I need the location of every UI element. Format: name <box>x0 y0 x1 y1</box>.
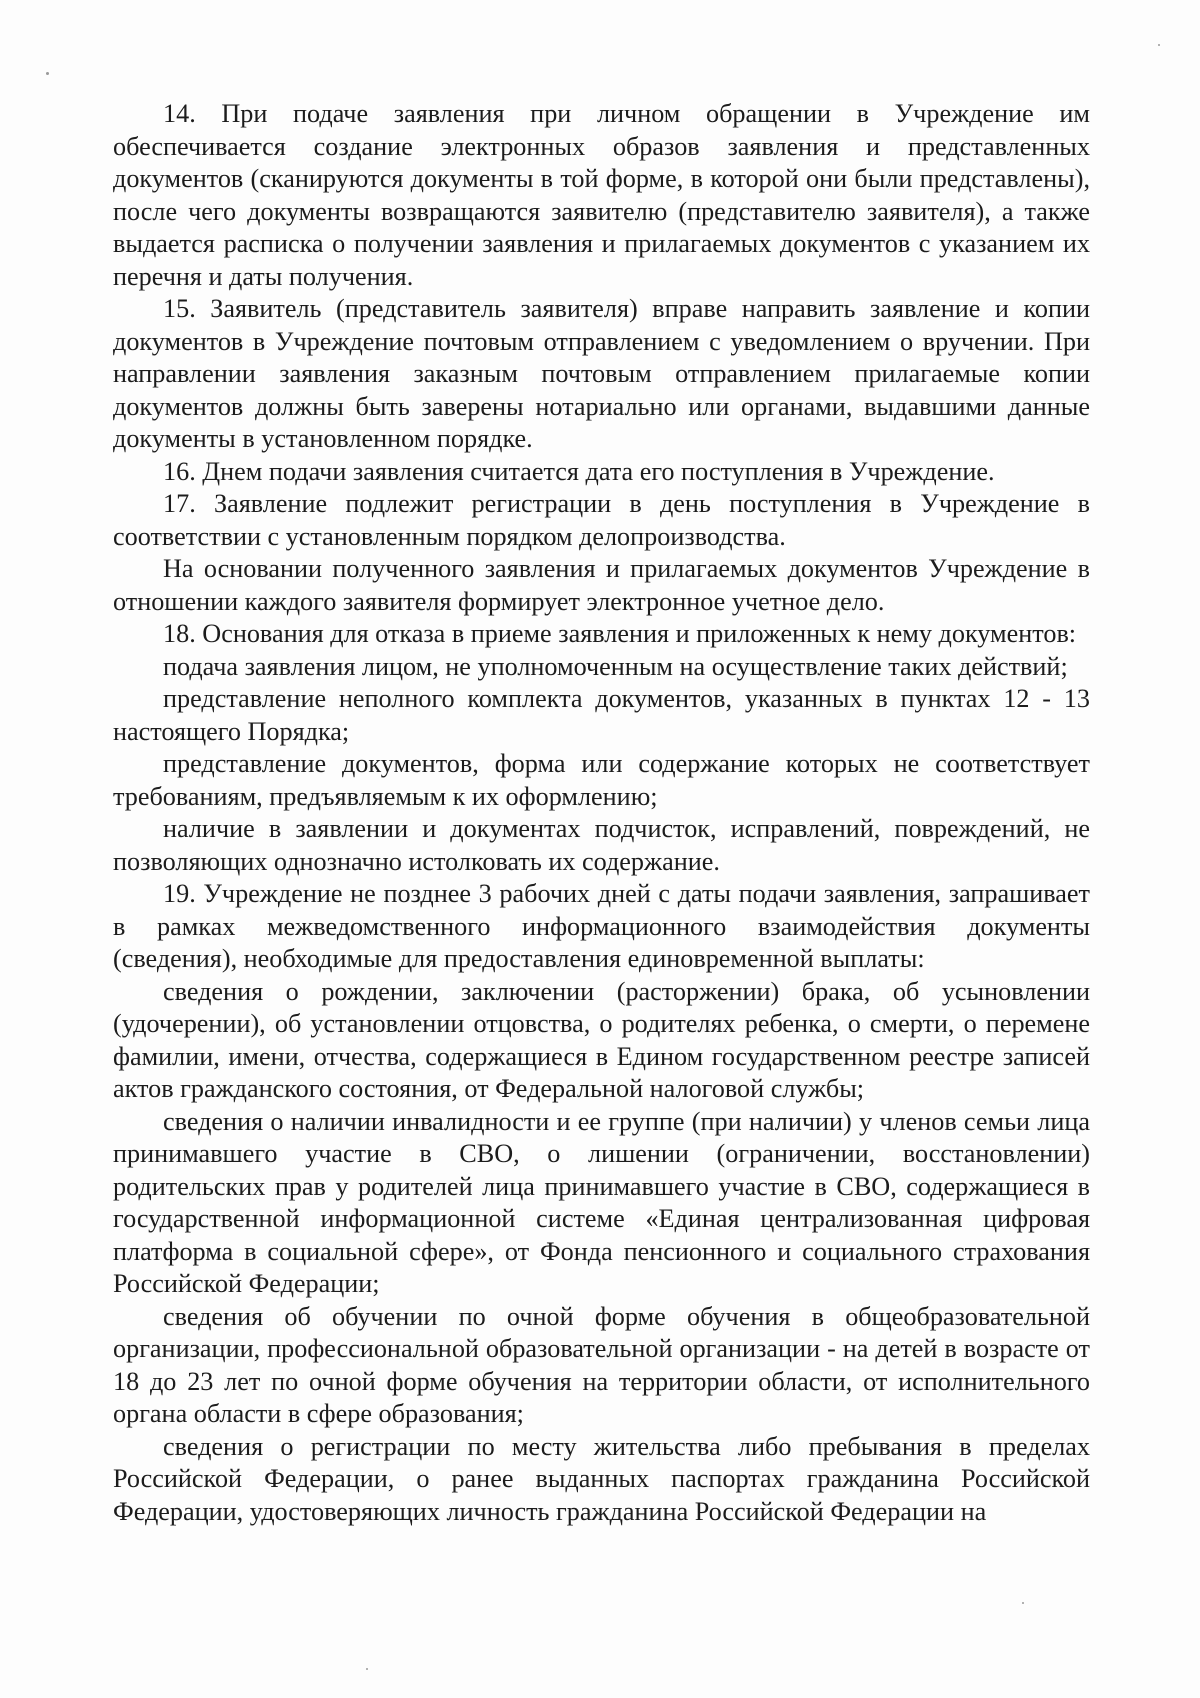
paragraph-17: 17. Заявление подлежит регистрации в день поступления в Учреждение в соответствии с установленным порядком делопроизводства. <box>113 489 1090 551</box>
refusal-ground-1: подача заявления лицом, не уполномоченным на осуществление таких действий; <box>163 651 1068 681</box>
refusal-ground-4: наличие в заявлении и документах подчисток, исправлений, повреждений, не позволяющих однозначно истолковать их содержание. <box>113 814 1090 876</box>
scan-speck <box>1158 44 1160 46</box>
refusal-ground-3: представление документов, форма или содержание которых не соответствует требованиям, предъявляемым к их оформлению; <box>113 749 1090 811</box>
paragraph-19: 19. Учреждение не позднее 3 рабочих дней с даты подачи заявления, запрашивает в рамках межведомственного информационного взаимодействия документы (сведения), необходимые для предоставления единовременной выплаты: <box>113 879 1090 973</box>
paragraph-14: 14. При подаче заявления при личном обращении в Учреждение им обеспечивается создание электронных образов заявления и представленных документов (сканируются документы в той форме, в которой они были представлены), после чего документы возвращаются заявителю (представителю заявителя), а также выдается расписка о получении заявления и прилагаемых документов с указанием их перечня и даты получения. <box>113 99 1090 291</box>
request-item-education: сведения об обучении по очной форме обучения в общеобразовательной организации, профессиональной образовательной организации - на детей в возрасте от 18 до 23 лет по очной форме обучения на территории области, от исполнительного органа области в сфере образования; <box>113 1301 1090 1428</box>
scan-speck <box>366 1668 368 1670</box>
request-item-disability: сведения о наличии инвалидности и ее группе (при наличии) у членов семьи лица принимавшего участие в СВО, о лишении (ограничении, восстановлении) родительских прав у родителей лица принимавшего участие в СВО, содержащиеся в государственной информационной системе «Единая централизованная цифровая платформа в социальной сфере», от Фонда пенсионного и социального страхования Российской Федерации; <box>113 1106 1090 1298</box>
paragraph-15: 15. Заявитель (представитель заявителя) вправе направить заявление и копии документов в Учреждение почтовым отправлением с уведомлением о вручении. При направлении заявления заказным почтовым отправлением прилагаемые копии документов должны быть заверены нотариально или органами, выдавшими данные документы в установленном порядке. <box>113 294 1090 453</box>
paragraph-16: 16. Днем подачи заявления считается дата его поступления в Учреждение. <box>163 456 995 486</box>
scan-speck <box>1022 1602 1024 1604</box>
document-body <box>113 98 1090 1528</box>
scan-speck <box>46 72 49 75</box>
paragraph-18: 18. Основания для отказа в приеме заявления и приложенных к нему документов: <box>163 619 1077 648</box>
refusal-ground-2: представление неполного комплекта документов, указанных в пунктах 12 - 13 настоящего Порядка; <box>113 684 1090 746</box>
request-item-civil-status: сведения о рождении, заключении (расторжении) брака, об усыновлении (удочерении), об установлении отцовства, о родителях ребенка, о смерти, о перемене фамилии, имени, отчества, содержащиеся в Едином государственном реестре записей актов гражданского состояния, от Федеральной налоговой службы; <box>113 976 1090 1103</box>
paragraph-17-case-file: На основании полученного заявления и прилагаемых документов Учреждение в отношении каждого заявителя формирует электронное учетное дело. <box>113 554 1090 616</box>
request-item-registration: сведения о регистрации по месту жительства либо пребывания в пределах Российской Федерации, о ранее выданных паспортах гражданина Российской Федерации, удостоверяющих личность гражданина Российской Федерации на <box>113 1431 1090 1526</box>
